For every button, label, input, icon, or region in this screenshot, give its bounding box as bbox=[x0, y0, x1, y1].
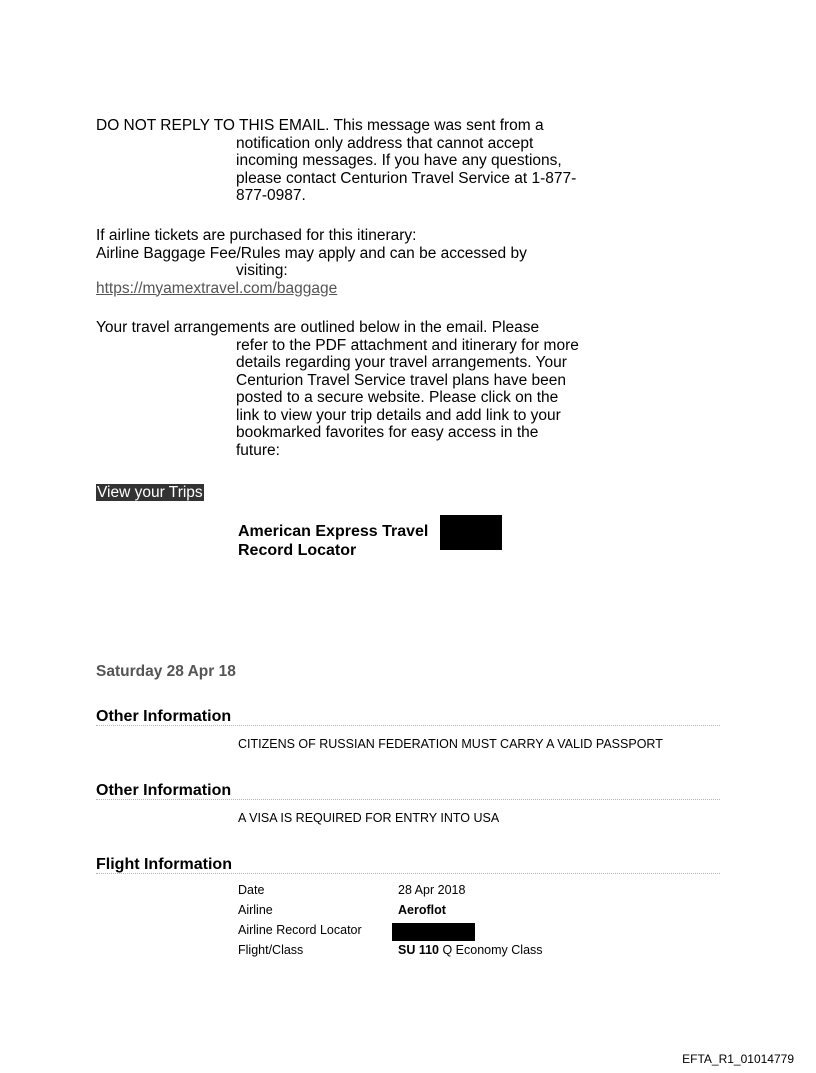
record-locator-line: American Express Travel bbox=[238, 523, 429, 540]
notice-line: 877-0987. bbox=[236, 187, 306, 204]
baggage-line: Airline Baggage Fee/Rules may apply and can be accessed by bbox=[96, 244, 527, 262]
baggage-link[interactable]: https://myamextravel.com/baggage bbox=[96, 279, 338, 297]
section-divider bbox=[96, 799, 720, 800]
itinerary-date-heading: Saturday 28 Apr 18 bbox=[96, 663, 236, 680]
arrangements-line: details regarding your travel arrangements. Your bbox=[236, 354, 567, 371]
baggage-line: visiting: bbox=[236, 262, 288, 279]
arrangements-line: posted to a secure website. Please click on the bbox=[236, 389, 559, 406]
arrangements-line: future: bbox=[236, 441, 280, 459]
arrangements-line: bookmarked favorites for easy access in the bbox=[236, 424, 539, 441]
airline-label: Airline bbox=[238, 903, 273, 917]
flight-section-title: Flight Information bbox=[96, 856, 232, 873]
no-reply-notice bbox=[96, 117, 656, 205]
record-locator-line: Record Locator bbox=[238, 542, 357, 559]
notice-line: notification only address that cannot accept bbox=[236, 134, 534, 152]
arrangements-notice bbox=[96, 319, 656, 459]
view-trips-container bbox=[96, 483, 204, 502]
notice-line: please contact Centurion Travel Service at 1-877- bbox=[236, 169, 577, 187]
section-note: A VISA IS REQUIRED FOR ENTRY INTO USA bbox=[238, 811, 500, 825]
airline-record-locator-label: Airline Record Locator bbox=[238, 923, 362, 937]
section-note: CITIZENS OF RUSSIAN FEDERATION MUST CARRY A VALID PASSPORT bbox=[238, 737, 663, 751]
flight-number: SU 110 bbox=[398, 943, 440, 957]
baggage-line: If airline tickets are purchased for this itinerary: bbox=[96, 227, 417, 244]
section-divider bbox=[96, 873, 720, 874]
record-locator-label bbox=[238, 522, 428, 560]
fare-class: Q Economy Class bbox=[439, 943, 543, 957]
section-title: Other Information bbox=[96, 782, 232, 799]
record-locator-redaction bbox=[440, 515, 502, 550]
section-divider bbox=[96, 725, 720, 726]
flight-date-label: Date bbox=[238, 883, 265, 897]
arrangements-line: Centurion Travel Service travel plans have been bbox=[236, 371, 566, 389]
view-trips-button[interactable]: View your Trips bbox=[97, 484, 203, 501]
airline-record-locator-redaction bbox=[392, 923, 475, 941]
notice-first-line: DO NOT REPLY TO THIS EMAIL. This message was sent from a bbox=[96, 117, 544, 134]
flight-date-value: 28 Apr 2018 bbox=[398, 883, 466, 897]
flight-class-label: Flight/Class bbox=[238, 943, 304, 957]
arrangements-line: refer to the PDF attachment and itinerary for more bbox=[236, 336, 579, 354]
notice-line: incoming messages. If you have any questions, bbox=[236, 152, 562, 169]
baggage-notice bbox=[96, 227, 656, 297]
flight-class-value bbox=[398, 940, 543, 960]
arrangements-line: link to view your trip details and add link to your bbox=[236, 406, 561, 424]
airline-value: Aeroflot bbox=[398, 903, 446, 917]
arrangements-first-line: Your travel arrangements are outlined below in the email. Please bbox=[96, 319, 540, 336]
section-title: Other Information bbox=[96, 708, 232, 725]
document-id-footer: EFTA_R1_01014779 bbox=[682, 1052, 794, 1066]
